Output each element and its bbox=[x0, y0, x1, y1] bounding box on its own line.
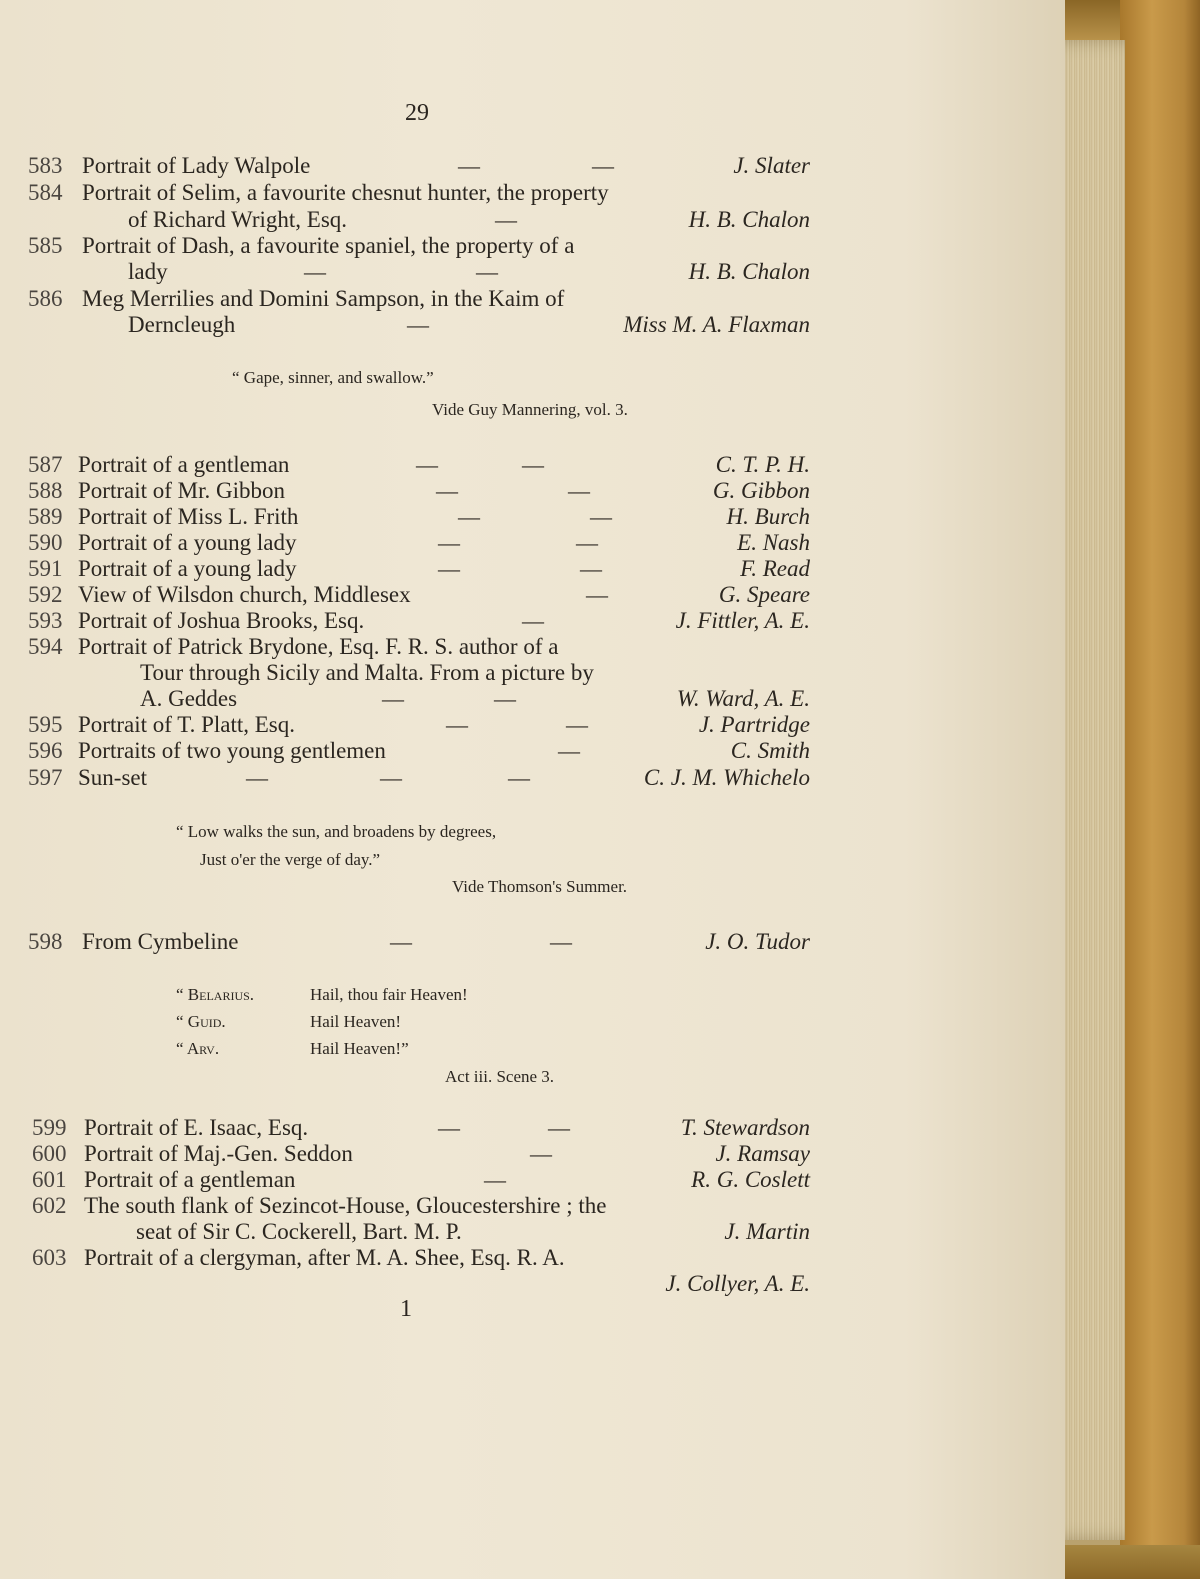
dash: — bbox=[568, 478, 590, 503]
entry-title: Sun-set bbox=[78, 765, 147, 790]
dash: — bbox=[522, 608, 544, 633]
dash: — bbox=[494, 686, 516, 711]
quotation: Hail Heaven!” bbox=[310, 1039, 409, 1058]
page-number: 29 bbox=[405, 100, 429, 126]
entry-artist: J. Ramsay bbox=[715, 1141, 810, 1166]
entry-title-continued: of Richard Wright, Esq. bbox=[128, 207, 348, 232]
dash: — bbox=[438, 556, 460, 581]
dash: — bbox=[438, 1115, 460, 1140]
dash: — bbox=[558, 738, 580, 763]
entry-artist: T. Stewardson bbox=[680, 1115, 810, 1140]
dash: — bbox=[304, 259, 326, 284]
entry-title-continued: A. Geddes bbox=[140, 686, 238, 711]
dash: — bbox=[548, 1115, 570, 1140]
dash: — bbox=[380, 765, 402, 790]
dash: — bbox=[407, 312, 429, 337]
entry-title: From Cymbeline bbox=[82, 929, 239, 954]
book-cover-spine bbox=[1120, 0, 1200, 1579]
dash: — bbox=[592, 153, 614, 178]
entry-title: Portrait of Selim, a favourite chesnut hunter, the property bbox=[82, 180, 609, 205]
entry-number: 587 bbox=[28, 452, 63, 477]
entry-number: 599 bbox=[32, 1115, 67, 1140]
entry-title: Portraits of two young gentlemen bbox=[78, 738, 386, 763]
quotation: Hail, thou fair Heaven! bbox=[310, 985, 468, 1004]
signature-mark: 1 bbox=[400, 1296, 412, 1322]
entry-number: 586 bbox=[28, 286, 63, 311]
dash: — bbox=[586, 582, 608, 607]
dash: — bbox=[484, 1167, 506, 1192]
entry-number: 602 bbox=[32, 1193, 67, 1218]
entry-title: Portrait of Miss L. Frith bbox=[78, 504, 299, 529]
dash: — bbox=[436, 478, 458, 503]
entry-title: Portrait of Mr. Gibbon bbox=[78, 478, 285, 503]
quotation-citation: Act iii. Scene 3. bbox=[445, 1067, 555, 1086]
dash: — bbox=[458, 153, 480, 178]
entry-title-continued: Tour through Sicily and Malta. From a picture by bbox=[140, 660, 594, 685]
entry-artist: J. O. Tudor bbox=[705, 929, 810, 954]
entry-title: Portrait of a gentleman bbox=[78, 452, 290, 477]
entry-number: 584 bbox=[28, 180, 63, 205]
entry-number: 596 bbox=[28, 738, 63, 763]
quotation: Hail Heaven! bbox=[310, 1012, 402, 1031]
quotation-citation: Vide Thomson's Summer. bbox=[452, 877, 628, 896]
entry-number: 603 bbox=[32, 1245, 67, 1270]
entry-title: Portrait of Patrick Brydone, Esq. F. R. S. author of a bbox=[78, 634, 559, 659]
entry-artist: G. Gibbon bbox=[712, 478, 810, 503]
entry-number: 600 bbox=[32, 1141, 67, 1166]
quotation-citation: Vide Guy Mannering, vol. 3. bbox=[432, 400, 628, 419]
entry-title: Portrait of a gentleman bbox=[84, 1167, 296, 1192]
entry-title: Portrait of Lady Walpole bbox=[82, 153, 311, 178]
dash: — bbox=[590, 504, 612, 529]
entry-artist: J. Collyer, A. E. bbox=[665, 1271, 810, 1296]
entry-artist: C. J. M. Whichelo bbox=[643, 765, 810, 790]
dash: — bbox=[446, 712, 468, 737]
entry-artist: W. Ward, A. E. bbox=[676, 686, 810, 711]
entry-title-continued: Derncleugh bbox=[128, 312, 236, 337]
entry-artist: H. Burch bbox=[726, 504, 810, 529]
entry-title-continued: seat of Sir C. Cockerell, Bart. M. P. bbox=[136, 1219, 462, 1244]
quotation: “ Gape, sinner, and swallow.” bbox=[232, 368, 434, 387]
entry-artist: G. Speare bbox=[718, 582, 810, 607]
entry-number: 588 bbox=[28, 478, 63, 503]
entry-artist: J. Partridge bbox=[698, 712, 810, 737]
entry-artist: J. Slater bbox=[733, 153, 810, 178]
dash: — bbox=[566, 712, 588, 737]
dash: — bbox=[508, 765, 530, 790]
speaker: “ Belarius. bbox=[176, 985, 255, 1004]
dash: — bbox=[576, 530, 598, 555]
entry-title: Portrait of Joshua Brooks, Esq. bbox=[78, 608, 365, 633]
quotation: Just o'er the verge of day.” bbox=[200, 850, 381, 869]
entry-number: 589 bbox=[28, 504, 63, 529]
dash: — bbox=[522, 452, 544, 477]
entry-artist: R. G. Coslett bbox=[691, 1167, 810, 1192]
entry-title: Portrait of T. Platt, Esq. bbox=[78, 712, 295, 737]
entry-number: 593 bbox=[28, 608, 63, 633]
entry-number: 590 bbox=[28, 530, 63, 555]
quotation: “ Low walks the sun, and broadens by degrees, bbox=[176, 822, 497, 841]
entry-artist: C. T. P. H. bbox=[715, 452, 810, 477]
entry-title: Portrait of a young lady bbox=[78, 530, 297, 555]
entry-title: Meg Merrilies and Domini Sampson, in the Kaim of bbox=[82, 286, 565, 311]
dash: — bbox=[495, 207, 517, 232]
entry-number: 592 bbox=[28, 582, 63, 607]
entry-number: 597 bbox=[28, 765, 63, 790]
entry-artist: H. B. Chalon bbox=[688, 259, 810, 284]
entry-title: Portrait of Maj.-Gen. Seddon bbox=[84, 1141, 353, 1166]
dash: — bbox=[382, 686, 404, 711]
dash: — bbox=[476, 259, 498, 284]
dash: — bbox=[530, 1141, 552, 1166]
dash: — bbox=[550, 929, 572, 954]
entry-artist: H. B. Chalon bbox=[688, 207, 810, 232]
entry-number: 591 bbox=[28, 556, 63, 581]
dash: — bbox=[580, 556, 602, 581]
entry-artist: J. Fittler, A. E. bbox=[675, 608, 810, 633]
entry-number: 594 bbox=[28, 634, 63, 659]
dash: — bbox=[458, 504, 480, 529]
speaker: “ Arv. bbox=[176, 1039, 220, 1058]
dash: — bbox=[390, 929, 412, 954]
dash: — bbox=[246, 765, 268, 790]
dash: — bbox=[438, 530, 460, 555]
entry-title: Portrait of a young lady bbox=[78, 556, 297, 581]
entry-artist: E. Nash bbox=[737, 530, 810, 555]
entry-title: The south flank of Sezincot-House, Gloucestershire ; the bbox=[84, 1193, 607, 1218]
entry-number: 595 bbox=[28, 712, 63, 737]
entry-artist: C. Smith bbox=[730, 738, 810, 763]
entry-artist: J. Martin bbox=[724, 1219, 810, 1244]
entry-title-continued: lady bbox=[128, 259, 168, 284]
entry-number: 583 bbox=[28, 153, 63, 178]
entry-title: Portrait of a clergyman, after M. A. Shee, Esq. R. A. bbox=[84, 1245, 565, 1270]
entry-artist: Miss M. A. Flaxman bbox=[623, 312, 810, 337]
entry-number: 585 bbox=[28, 233, 63, 258]
speaker: “ Guid. bbox=[176, 1012, 226, 1031]
entry-number: 601 bbox=[32, 1167, 67, 1192]
entry-title: Portrait of E. Isaac, Esq. bbox=[84, 1115, 309, 1140]
entry-artist: F. Read bbox=[740, 556, 810, 581]
entry-title: Portrait of Dash, a favourite spaniel, the property of a bbox=[82, 233, 575, 258]
entry-number: 598 bbox=[28, 929, 63, 954]
dash: — bbox=[416, 452, 438, 477]
entry-title: View of Wilsdon church, Middlesex bbox=[78, 582, 411, 607]
